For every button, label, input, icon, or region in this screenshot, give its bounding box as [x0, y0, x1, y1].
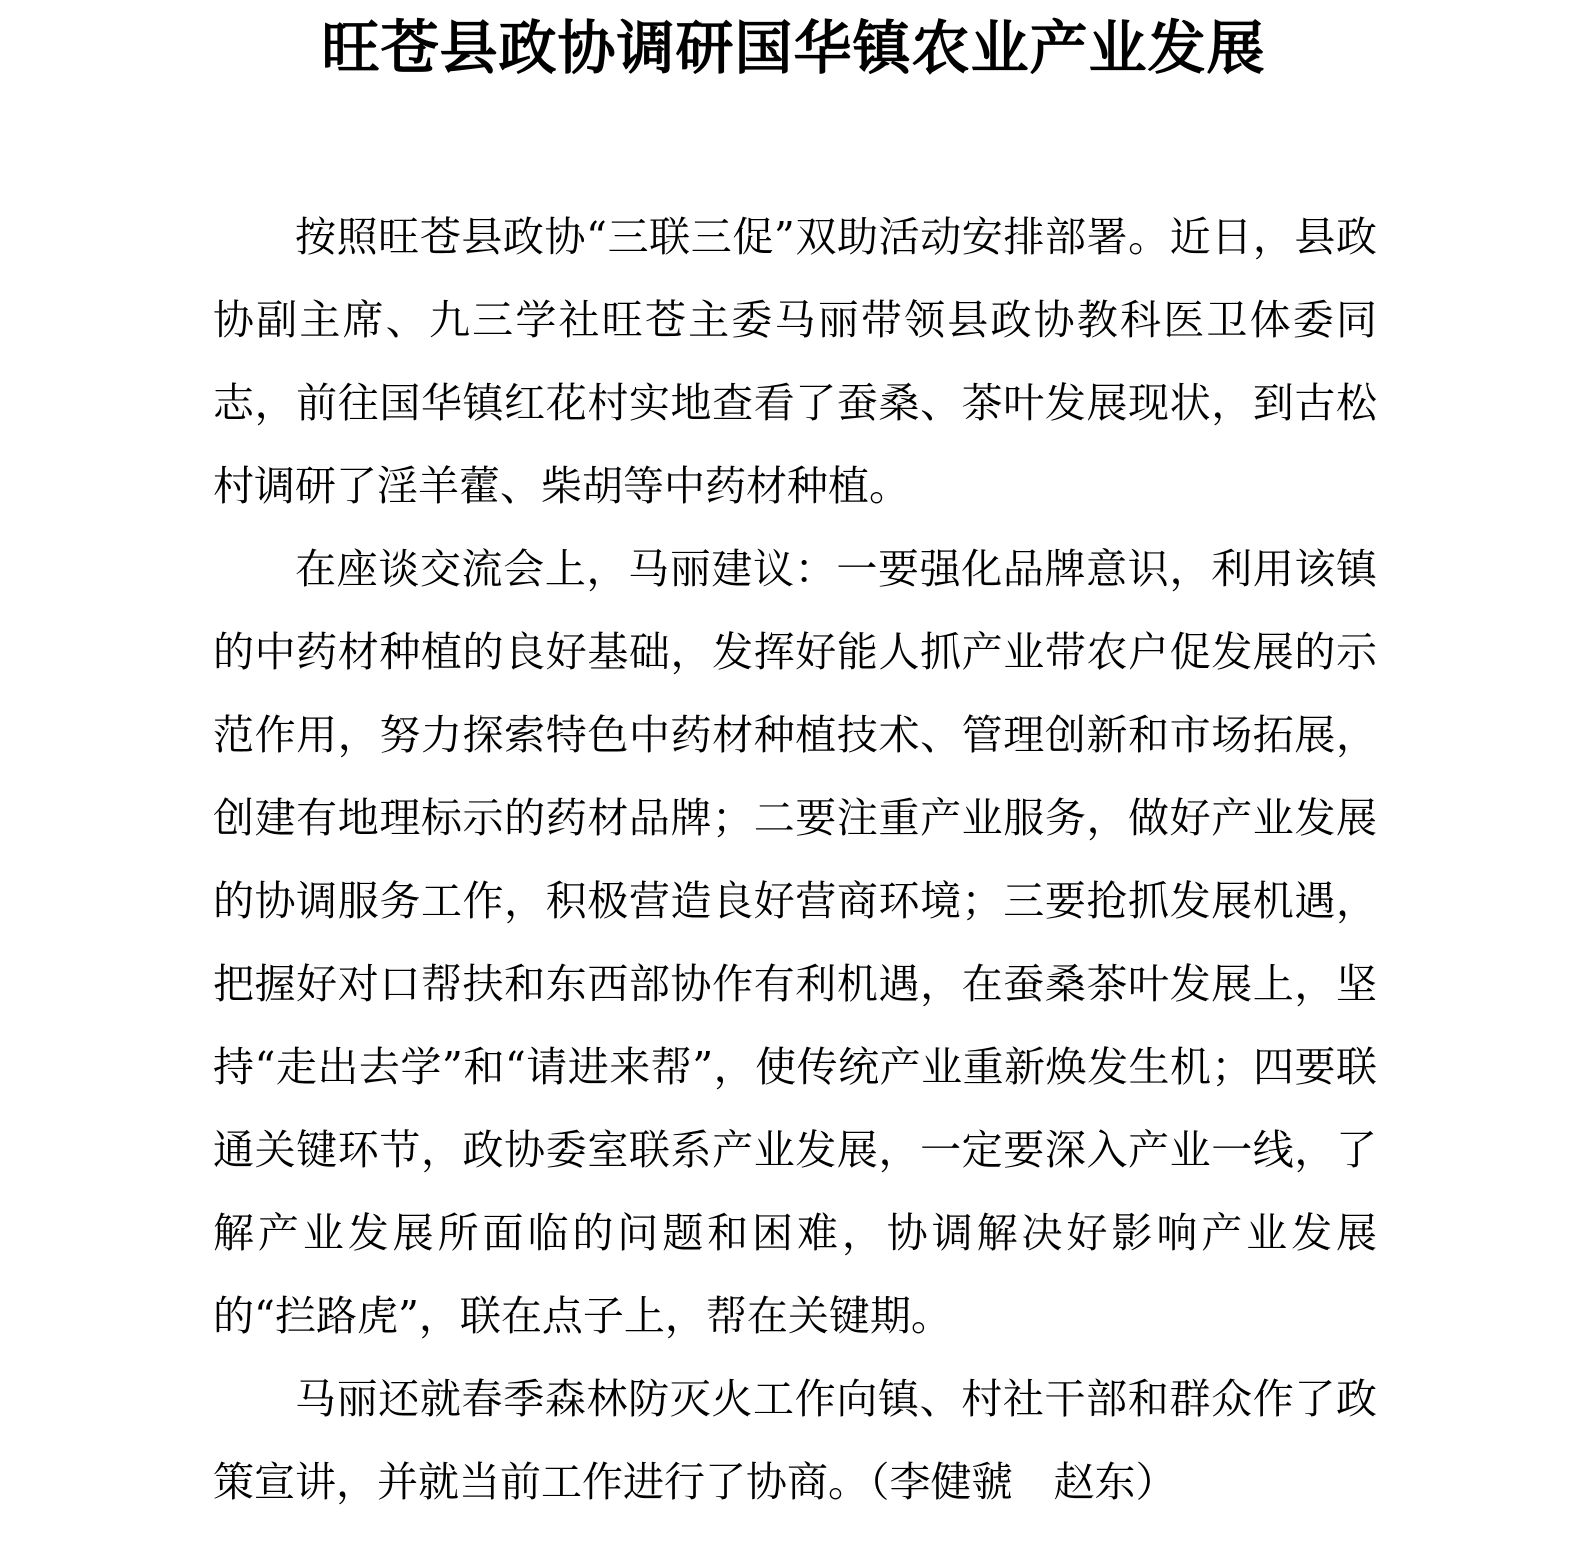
paragraph-2: 在座谈交流会上，马丽建议：一要强化品牌意识，利用该镇的中药材种植的良好基础，发挥好能人抓产业带农户促发展的示范作用，努力探索特色中药材种植技术、管理创新和市场拓展，创建有地理标示的药材品牌；二要注重产业服务，做好产业发展的协调服务工作，积极营造良好营商环境；三要抢抓发展机遇，把握好对口帮扶和东西部协作有利机遇，在蚕桑茶叶发展上，坚持“走出去学”和“请进来帮”，使传统产业重新焕发生机；四要联通关键环节，政协委室联系产业发展，一定要深入产业一线，了解产业发展所面临的问题和困难，协调解决好影响产业发展的“拦路虎”，联在点子上，帮在关键期。: [213, 545, 1377, 1340]
paragraph-1: 按照旺苍县政协“三联三促”双助活动安排部署。近日，县政协副主席、九三学社旺苍主委马丽带领县政协教科医卫体委同志，前往国华镇红花村实地查看了蚕桑、茶叶发展现状，到古松村调研了淫羊藿、柴胡等中药材种植。: [213, 213, 1377, 510]
document-title: 旺苍县政协调研国华镇农业产业发展: [321, 14, 1266, 82]
article-body: [213, 196, 1377, 1524]
paragraph-3: 马丽还就春季森林防灭火工作向镇、村社干部和群众作了政策宣讲，并就当前工作进行了协商。（李健虢 赵东）: [213, 1375, 1377, 1506]
